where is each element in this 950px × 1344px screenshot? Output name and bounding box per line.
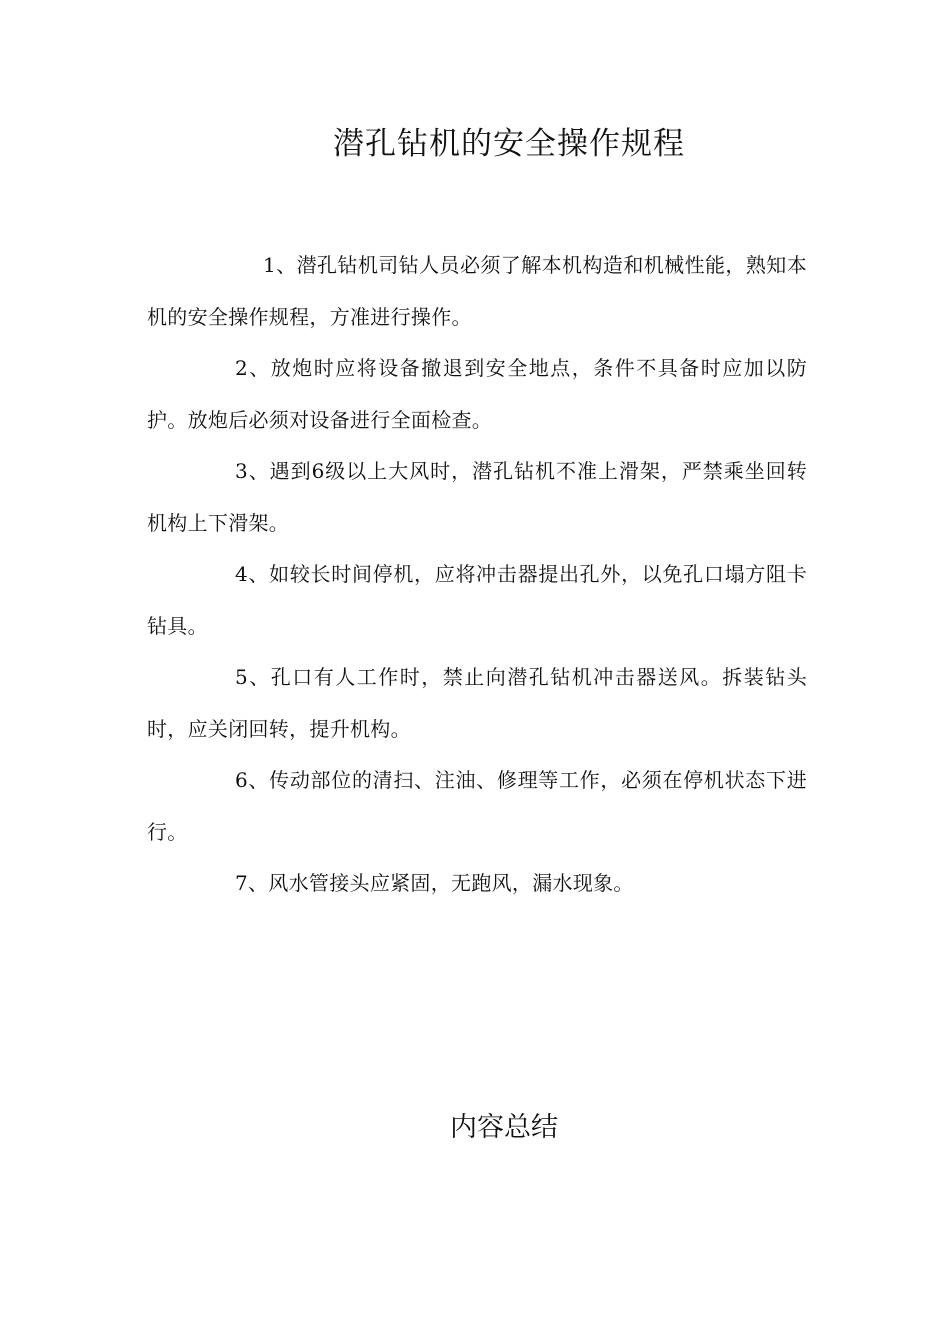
document-title: 潜孔钻机的安全操作规程 <box>333 126 685 162</box>
summary-heading: 内容总结 <box>450 1112 558 1143</box>
paragraph-3: 3、遇到6级以上大风时，潜孔钻机不准上滑架，严禁乘坐回转机构上下滑架。 <box>147 459 807 535</box>
paragraph-2: 2、放炮时应将设备撤退到安全地点，条件不具备时应加以防护。放炮后必须对设备进行全面检查。 <box>147 356 807 432</box>
paragraph-1: 1、潜孔钻机司钻人员必须了解本机构造和机械性能，熟知本机的安全操作规程，方准进行操作。 <box>147 253 807 329</box>
paragraph-4: 4、如较长时间停机，应将冲击器提出孔外，以免孔口塌方阻卡钻具。 <box>147 562 807 638</box>
document-body <box>147 240 807 910</box>
paragraph-5: 5、孔口有人工作时，禁止向潜孔钻机冲击器送风。拆装钻头时，应关闭回转，提升机构。 <box>147 665 807 741</box>
paragraph-6: 6、传动部位的清扫、注油、修理等工作，必须在停机状态下进行。 <box>147 768 807 844</box>
paragraph-7: 7、风水管接头应紧固，无跑风，漏水现象。 <box>235 871 634 895</box>
